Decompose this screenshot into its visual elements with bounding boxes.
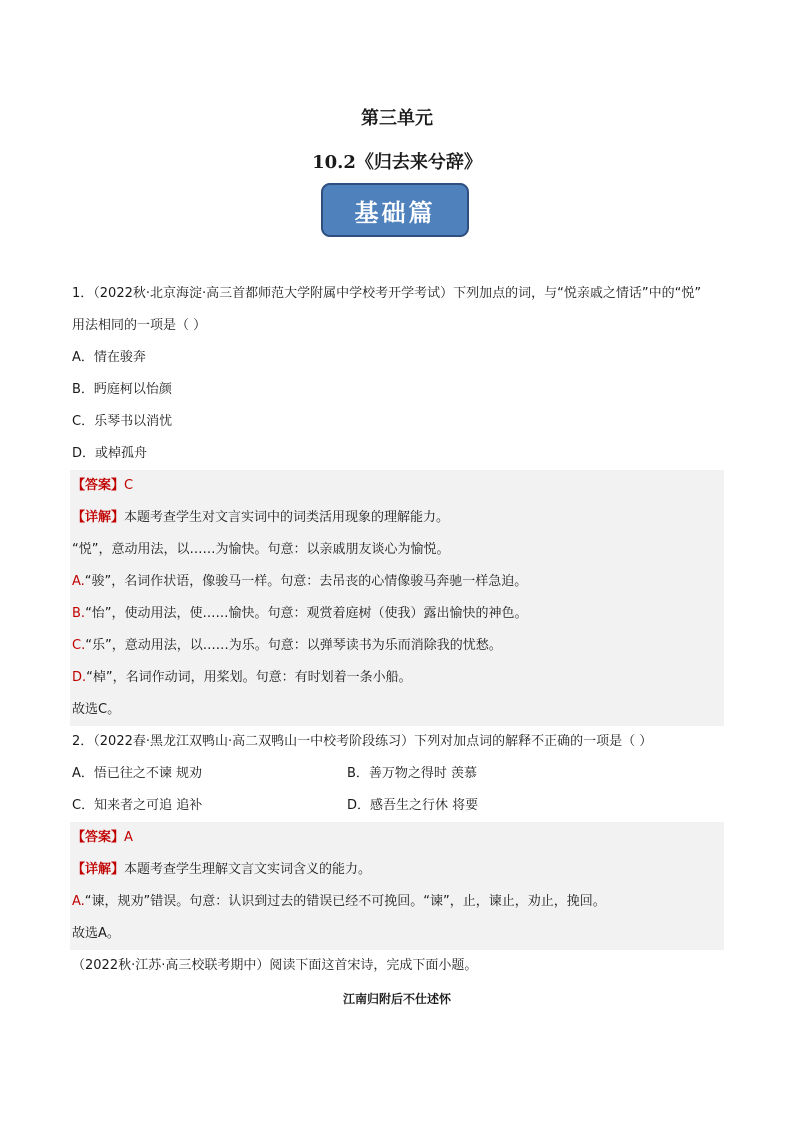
q1-detail-a: A.“骏”，名词作状语，像骏马一样。句意：去吊丧的心情像骏马奔驰一样急迫。 bbox=[72, 574, 528, 589]
q1-answer: 【答案】C bbox=[72, 478, 134, 493]
q1-option-a: A．情在骏奔 bbox=[72, 350, 146, 365]
lesson-title: 10.2《归去来兮辞》 bbox=[312, 152, 482, 173]
q2-option-a: A．悟已往之不谏 规劝 bbox=[72, 766, 203, 781]
q2-detail: 【详解】本题考查学生理解文言文实词含义的能力。 bbox=[72, 862, 372, 877]
q1-detail: 【详解】本题考查学生对文言实词中的词类活用现象的理解能力。 bbox=[72, 510, 450, 525]
q2-answer: 【答案】A bbox=[72, 830, 133, 845]
q2-stem: 2．（2022春·黑龙江双鸭山·高二双鸭山一中校考阶段练习）下列对加点词的解释不正确的一项是（ ） bbox=[72, 734, 653, 749]
q2-detail-a: A.“谏，规劝”错误。句意：认识到过去的错误已经不可挽回。“谏”，止，谏止，劝止，挽回。 bbox=[72, 894, 606, 909]
unit-title: 第三单元 bbox=[361, 108, 433, 129]
q1-detail-b: B.“怡”，使动用法，使……愉快。句意：观赏着庭树（使我）露出愉快的神色。 bbox=[72, 606, 528, 621]
q1-detail-d: D.“棹”，名词作动词，用桨划。句意：有时划着一条小船。 bbox=[72, 670, 412, 685]
q2-answer-block bbox=[70, 822, 724, 950]
q2-option-b: B．善万物之得时 羡慕 bbox=[347, 766, 478, 781]
q1-detail-yue: “悦”，意动用法，以……为愉快。句意：以亲戚朋友谈心为愉悦。 bbox=[72, 542, 450, 557]
poem-title: 江南归附后不仕述怀 bbox=[342, 992, 451, 1006]
q2-options-row1 bbox=[70, 758, 724, 790]
q1-option-c: C．乐琴书以消忧 bbox=[72, 414, 173, 429]
q3-stem: （2022秋·江苏·高三校联考期中）阅读下面这首宋诗，完成下面小题。 bbox=[72, 958, 478, 973]
q1-detail-c: C.“乐”，意动用法，以……为乐。句意：以弹琴读书为乐而消除我的忧愁。 bbox=[72, 638, 502, 653]
q2-conclusion: 故选A。 bbox=[72, 926, 120, 941]
q2-option-d: D．感吾生之行休 将要 bbox=[347, 798, 479, 813]
q2-options-row2 bbox=[70, 790, 724, 822]
section-badge: 基础篇 bbox=[321, 183, 469, 237]
question-content bbox=[70, 278, 724, 1014]
q1-stem-line1: 1．（2022秋·北京海淀·高三首都师范大学附属中学校考开学考试）下列加点的词，与“悦亲戚之情话”中的“悦” bbox=[72, 286, 702, 301]
q1-stem-line2: 用法相同的一项是（ ） bbox=[72, 318, 207, 333]
q2-option-c: C．知来者之可追 追补 bbox=[72, 798, 203, 813]
q1-answer-block bbox=[70, 470, 724, 726]
q1-option-b: B．眄庭柯以怡颜 bbox=[72, 382, 172, 397]
q1-conclusion: 故选C。 bbox=[72, 702, 121, 717]
q1-option-d: D．或棹孤舟 bbox=[72, 446, 148, 461]
